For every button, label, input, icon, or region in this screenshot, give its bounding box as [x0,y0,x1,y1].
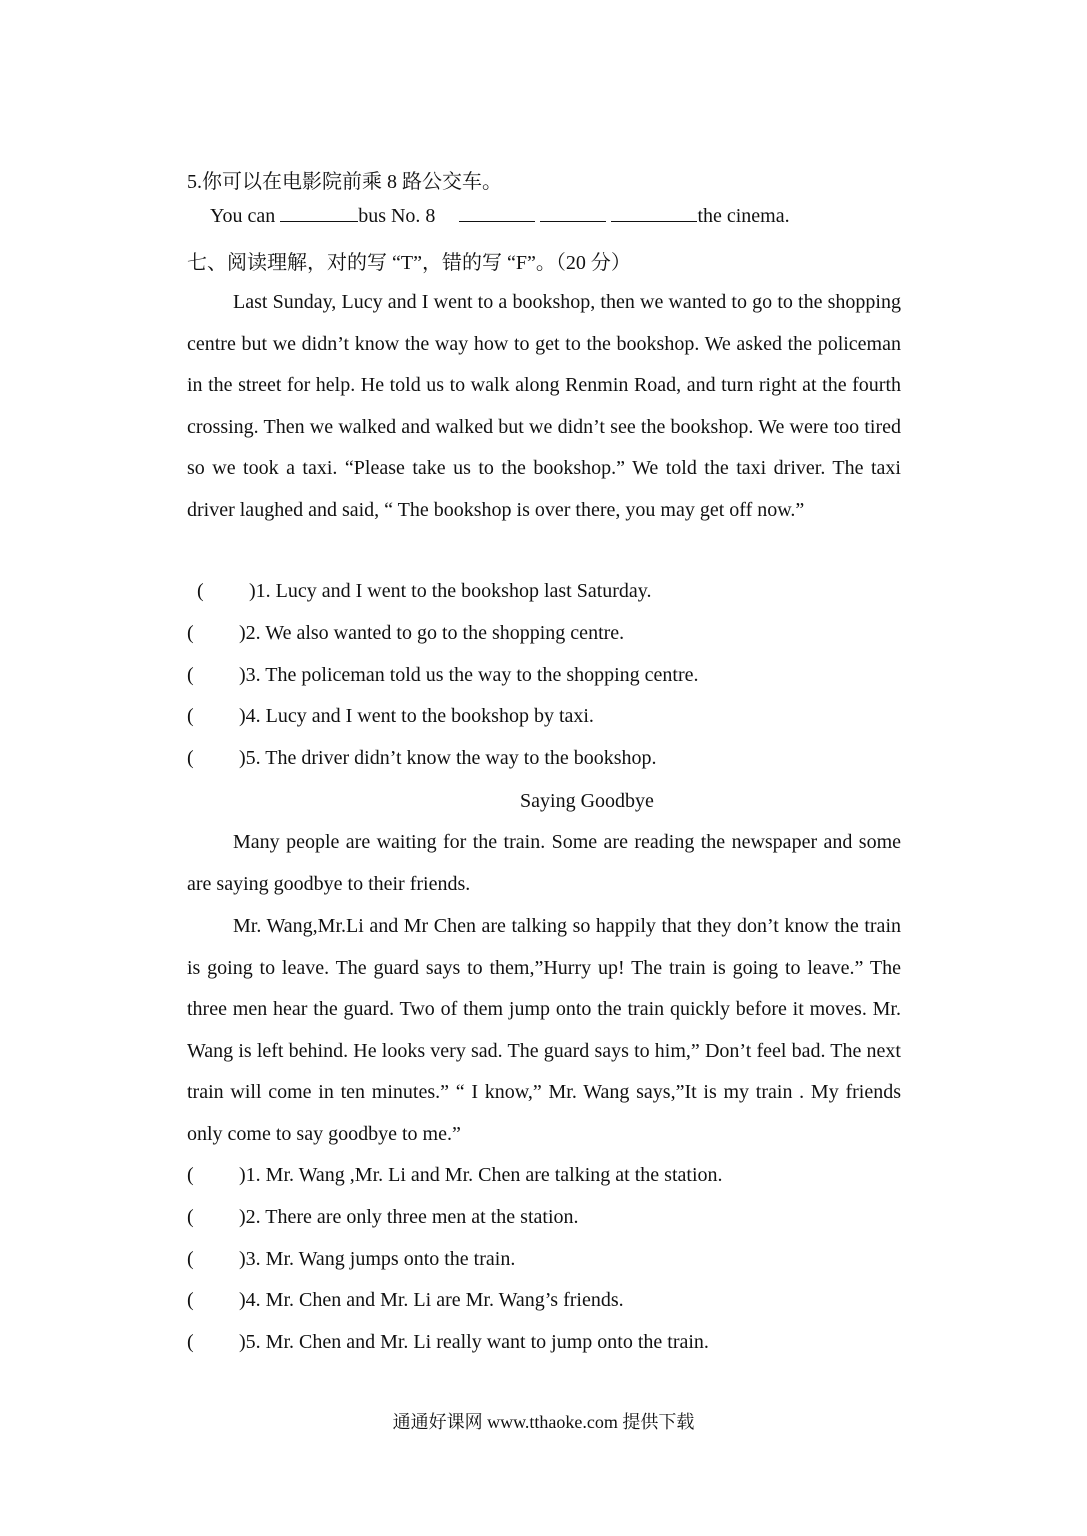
question-text: )3. The policeman told us the way to the shopping centre. [239,664,699,686]
question-row [187,664,699,687]
answer-paren[interactable]: ( [187,1331,194,1353]
passage-2-paragraph-1 [187,822,901,905]
question-text: )3. Mr. Wang jumps onto the train. [239,1248,516,1270]
answer-paren[interactable]: ( [187,747,194,769]
answer-paren[interactable]: ( [197,580,204,602]
answer-prefix: You can [210,205,276,227]
question-text: )1. Lucy and I went to the bookshop last Saturday. [249,580,652,602]
question-row [187,1331,709,1354]
answer-blank-2[interactable] [459,220,535,222]
answer-paren[interactable]: ( [187,1206,194,1228]
question-text: )5. The driver didn’t know the way to the bookshop. [239,747,657,769]
question-text: )1. Mr. Wang ,Mr. Li and Mr. Chen are talking at the station. [239,1164,723,1186]
answer-blank-3[interactable] [540,220,606,222]
question-row [187,1248,515,1271]
question-row [187,1164,723,1187]
question-row [187,747,657,770]
answer-blank-1[interactable] [280,220,358,222]
passage-1 [187,282,901,532]
passage-2-paragraph-2 [187,906,901,1156]
question-row [187,1206,579,1229]
question-row [187,705,594,728]
answer-paren[interactable]: ( [187,705,194,727]
passage-2-para-1-text: Many people are waiting for the train. Some are reading the newspaper and some are saying goodbye to their friends. [187,831,901,895]
question-text: )4. Lucy and I went to the bookshop by taxi. [239,705,594,727]
page-footer: 通通好课网 www.tthaoke.com 提供下载 [392,1412,695,1432]
section-heading: 七、阅读理解，对的写 “T”，错的写 “F”。（20 分） [187,252,631,274]
question-row [187,622,624,645]
answer-paren[interactable]: ( [187,1289,194,1311]
answer-mid: bus No. 8 [358,205,436,227]
answer-paren[interactable]: ( [187,622,194,644]
translation-answer-line [210,205,790,228]
answer-blank-4[interactable] [611,220,697,222]
question-row [197,580,652,603]
question-row [187,1289,624,1312]
question-text: )2. We also wanted to go to the shopping centre. [239,622,625,644]
question-text: )5. Mr. Chen and Mr. Li really want to jump onto the train. [239,1331,709,1353]
passage-2-title: Saying Goodbye [520,790,654,812]
answer-paren[interactable]: ( [187,664,194,686]
question-text: )4. Mr. Chen and Mr. Li are Mr. Wang’s friends. [239,1289,624,1311]
passage-2-para-2-text: Mr. Wang,Mr.Li and Mr Chen are talking so happily that they don’t know the train is going to leave. The guard says to them,”Hurry up! The train is going to leave.” The three men hear the guard. Two of them jump onto the train quickly before it moves. Mr. Wang is left behind. He looks very sad. The guard says to him,” Don’t feel bad. The next train will come in ten minutes.” “ I know,” Mr. Wang says,”It is my train . My friends only come to say goodbye to me.” [187,915,901,1145]
translation-item: 5.你可以在电影院前乘 8 路公交车。 [187,171,502,193]
question-text: )2. There are only three men at the station. [239,1206,579,1228]
passage-1-text: Last Sunday, Lucy and I went to a bookshop, then we wanted to go to the shopping centre but we didn’t know the way how to get to the bookshop. We asked the policeman in the street for help. He told us to walk along Renmin Road, and turn right at the fourth crossing. Then we walked and walked but we didn’t see the bookshop. We were too tired so we took a taxi. “Please take us to the bookshop.” We told the taxi driver. The taxi driver laughed and said, “ The bookshop is over there, you may get off now.” [187,291,901,521]
answer-paren[interactable]: ( [187,1248,194,1270]
answer-suffix: the cinema. [697,205,790,227]
answer-paren[interactable]: ( [187,1164,194,1186]
